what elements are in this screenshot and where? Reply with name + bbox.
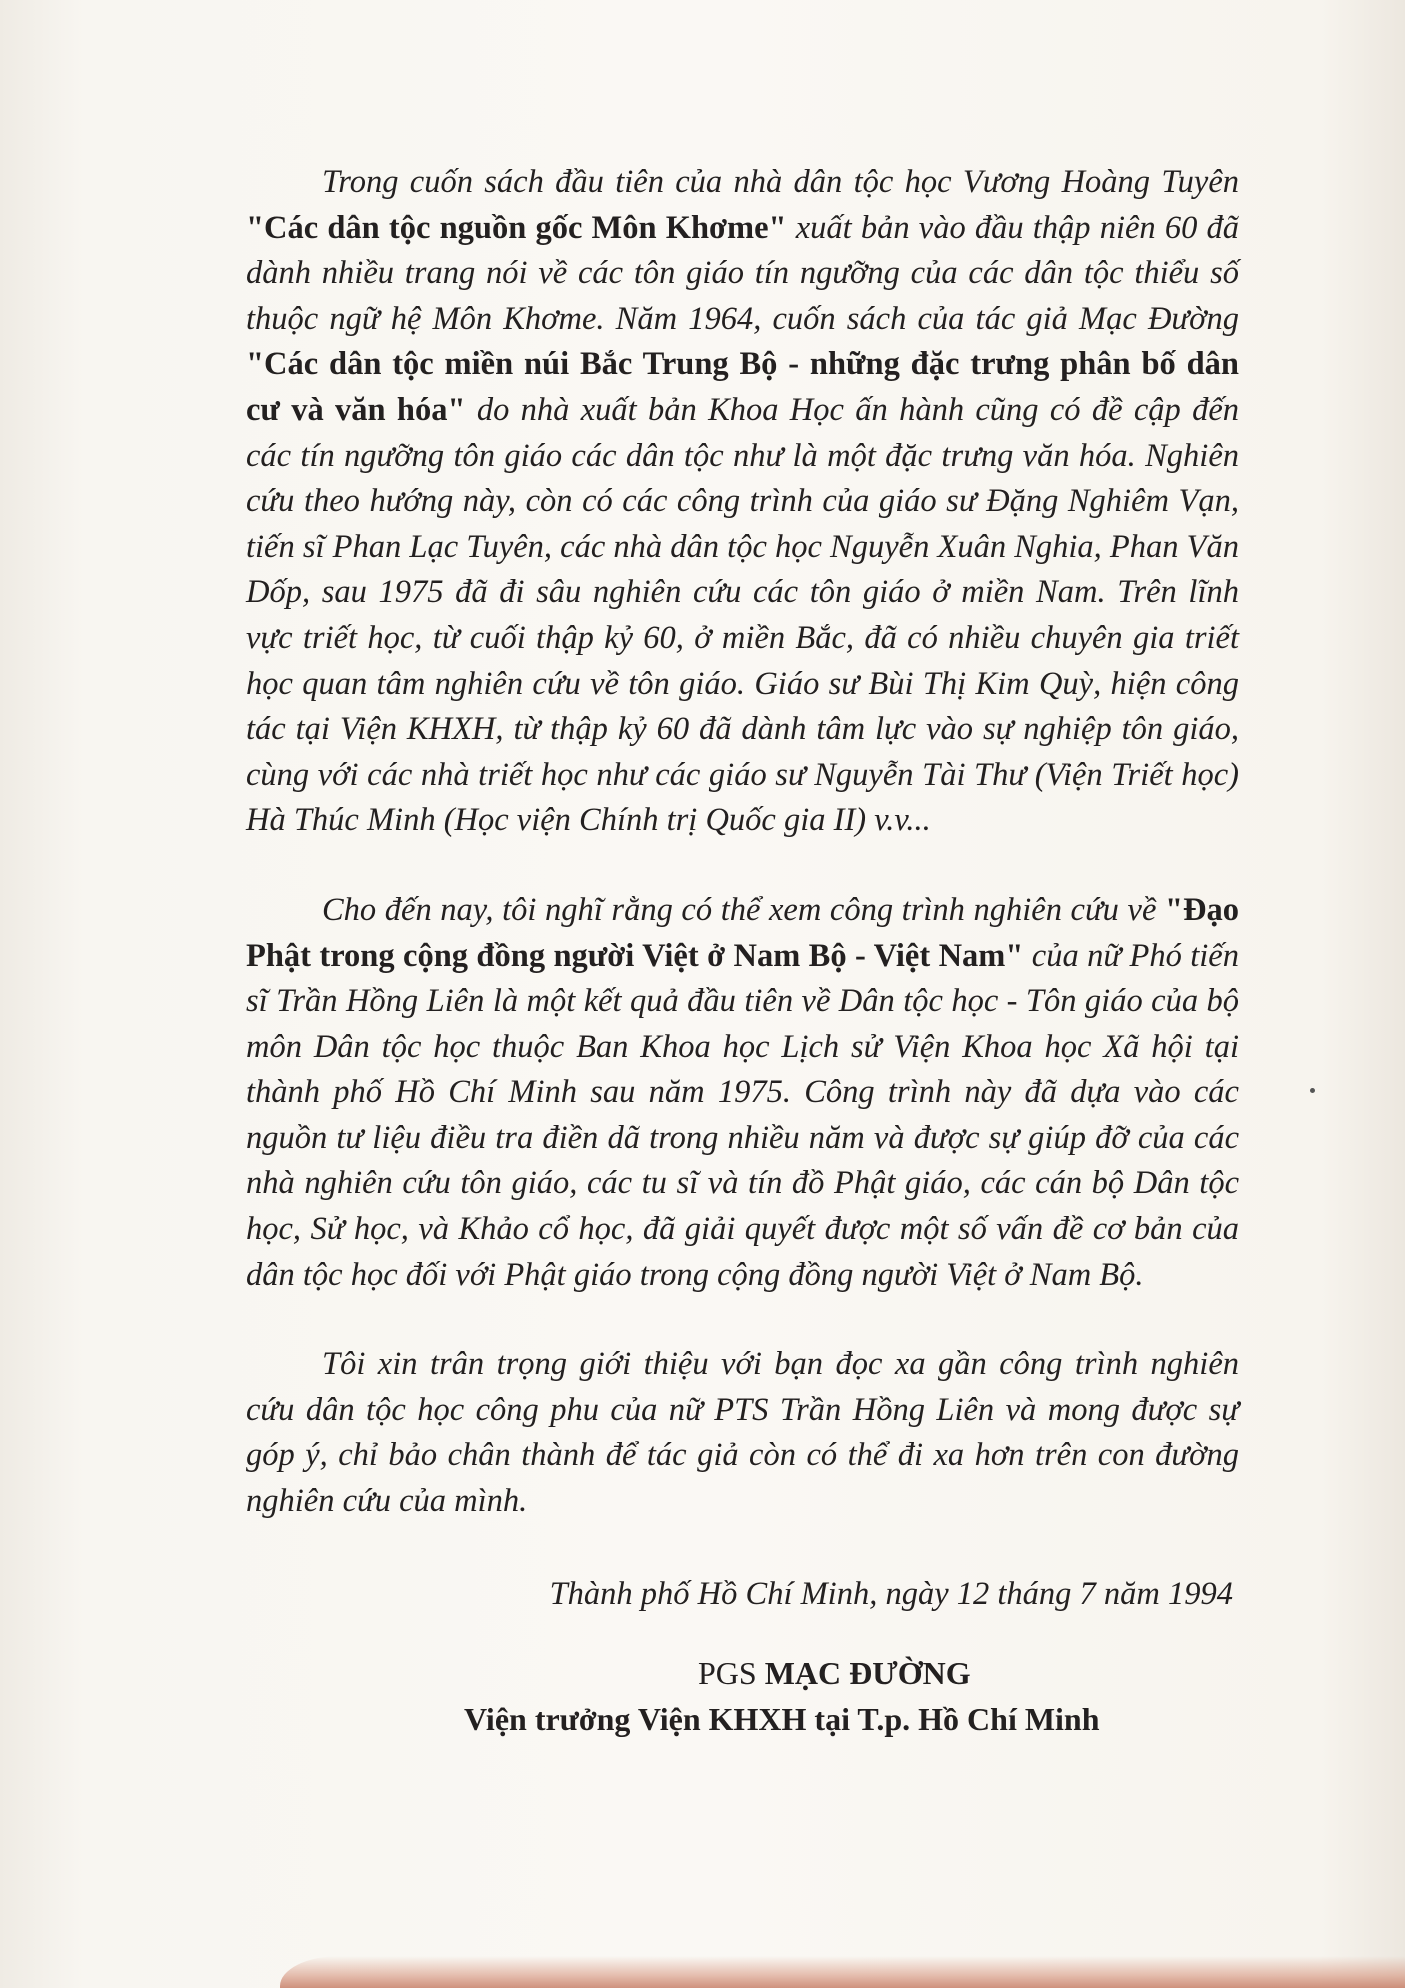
signature-block bbox=[464, 1650, 1224, 1742]
speck bbox=[1310, 1088, 1315, 1093]
date-line: Thành phố Hồ Chí Minh, ngày 12 tháng 7 năm 1994 bbox=[549, 1576, 1233, 1612]
signature-prefix: PGS bbox=[698, 1655, 757, 1691]
paragraph-1-run-5: do nhà xuất bản Khoa Học ấn hành cũng có đề cập đến các tín ngưỡng tôn giáo các dân tộc như là một đặc trưng văn hóa. Nghiên cứu theo hướng này, còn có các công trình của giáo sư Đặng Nghiêm Vạn, tiến sĩ Phan Lạc Tuyên, các nhà dân tộc học Nguyễn Xuân Nghia, Phan Văn Dốp, sau 1975 đã đi sâu nghiên cứu các tôn giáo ở miền Nam. Trên lĩnh vực triết học, từ cuối thập kỷ 60, ở miền Bắc, đã có nhiều chuyên gia triết học quan tâm nghiên cứu về tôn giáo. Giáo sư Bùi Thị Kim Quỳ, hiện công tác tại Viện KHXH, từ thập kỷ 60 đã dành tâm lực vào sự nghiệp tôn giáo, cùng với các nhà triết học như các giáo sư Nguyễn Tài Thư (Viện Triết học) Hà Thúc Minh (Học viện Chính trị Quốc gia II) v.v... bbox=[246, 391, 1240, 839]
paragraph-1-run-1: Trong cuốn sách đầu tiên của nhà dân tộc học Vương Hoàng Tuyên bbox=[322, 164, 1239, 200]
paragraph-3 bbox=[246, 1342, 1239, 1524]
body-text bbox=[246, 160, 1239, 1525]
paragraph-2-run-1: Cho đến nay, tôi nghĩ rằng có thể xem công trình nghiên cứu về bbox=[322, 891, 1165, 928]
paragraph-1 bbox=[246, 160, 1239, 844]
paragraph-2-run-3: của nữ Phó tiến sĩ Trần Hồng Liên là một kết quả đầu tiên về Dân tộc học - Tôn giáo của bộ môn Dân tộc học thuộc Ban Khoa học Lịch sử Viện Khoa học Xã hội tại thành phố Hồ Chí Minh sau năm 1975. Công trình này đã dựa vào các nguồn tư liệu điều tra điền dã trong nhiều năm và được sự giúp đỡ của các nhà nghiên cứu tôn giáo, các tu sĩ và tín đồ Phật giáo, các cán bộ Dân tộc học, Sử học, và Khảo cổ học, đã giải quyết được một số vấn đề cơ bản của dân tộc học đối với Phật giáo trong cộng đồng người Việt ở Nam Bộ. bbox=[246, 937, 1239, 1293]
paragraph-1-run-3: xuất bản vào đầu thập niên 60 đã dành nhiều trang nói về các tôn giáo tín ngưỡng của các dân tộc thiểu số thuộc ngữ hệ Môn Khơme. Năm 1964, cuốn sách của tác giả Mạc Đường bbox=[246, 209, 1239, 337]
book-title-dao-phat: "Đạo Phật trong cộng đồng người Việt ở Nam Bộ - Việt Nam" bbox=[246, 891, 1239, 974]
book-title-mon-khome: "Các dân tộc nguồn gốc Môn Khơme" bbox=[246, 209, 787, 246]
paragraph-3-run-1: Tôi xin trân trọng giới thiệu với bạn đọc xa gần công trình nghiên cứu dân tộc học công phu của nữ PTS Trần Hồng Liên và mong được sự góp ý, chỉ bảo chân thành để tác giả còn có thể đi xa hơn trên con đường nghiên cứu của mình. bbox=[246, 1346, 1239, 1520]
signature-title: Viện trưởng Viện KHXH tại T.p. Hồ Chí Minh bbox=[464, 1701, 1100, 1737]
signature-name-line bbox=[698, 1650, 1224, 1696]
finger-edge bbox=[280, 1956, 1405, 1988]
book-title-bac-trung-bo: "Các dân tộc miền núi Bắc Trung Bộ - những đặc trưng phân bố dân cư và văn hóa" bbox=[246, 346, 1239, 428]
signature-name: MẠC ĐƯỜNG bbox=[764, 1655, 971, 1691]
paragraph-2 bbox=[246, 888, 1239, 1298]
